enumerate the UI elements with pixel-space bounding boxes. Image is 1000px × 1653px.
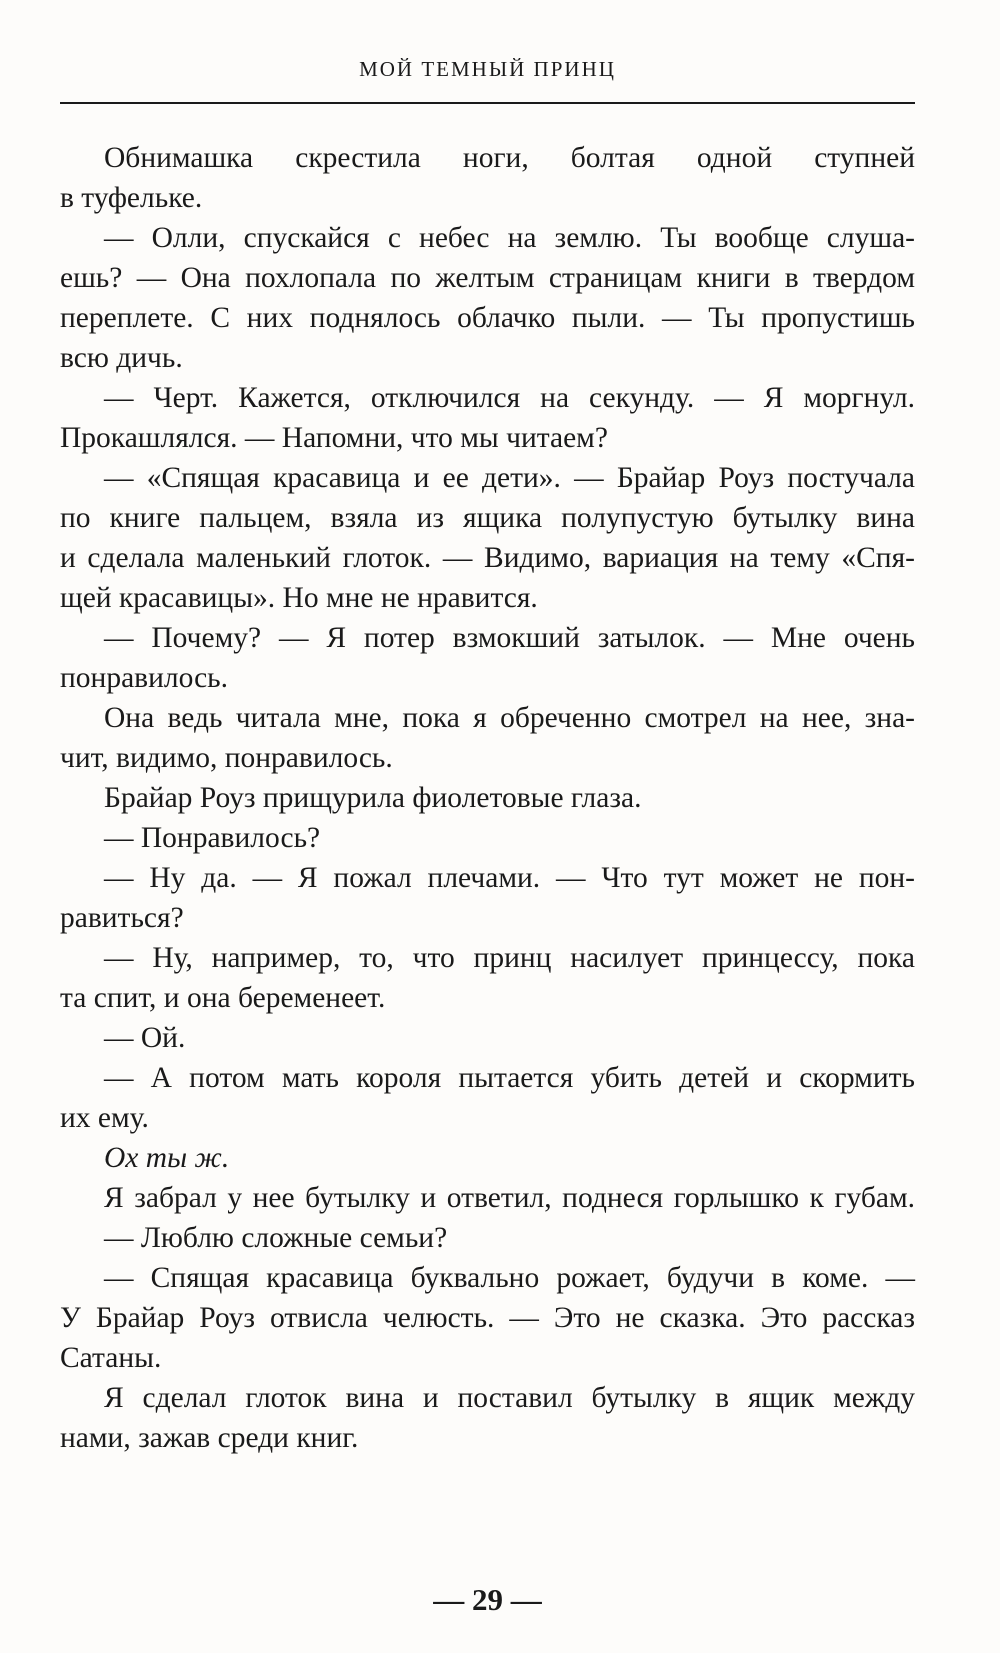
text-line: — Ну да. — Я пожал плечами. — Что тут может не пон- bbox=[104, 862, 915, 894]
text-line: Я забрал у нее бутылку и ответил, поднеся горлышко к губам. bbox=[104, 1182, 915, 1214]
text-line: Прокашлялся. — Напомни, что мы читаем? bbox=[60, 422, 608, 454]
text-line: Я сделал глоток вина и поставил бутылку в ящик между bbox=[104, 1382, 915, 1414]
text-line: — Ну, например, то, что принц насилует принцессу, пока bbox=[104, 942, 915, 974]
text-line: Обнимашка скрестила ноги, болтая одной ступней bbox=[104, 142, 915, 174]
header-rule bbox=[60, 102, 915, 104]
text-line: всю дичь. bbox=[60, 342, 183, 374]
text-line: та спит, и она беременеет. bbox=[60, 982, 386, 1014]
text-line: Сатаны. bbox=[60, 1342, 162, 1374]
text-line: чит, видимо, понравилось. bbox=[60, 742, 393, 774]
text-line: понравилось. bbox=[60, 662, 229, 694]
text-line: У Брайар Роуз отвисла челюсть. — Это не сказка. Это рассказ bbox=[60, 1302, 915, 1334]
text-line: их ему. bbox=[60, 1102, 149, 1134]
text-line: — «Спящая красавица и ее дети». — Брайар Роуз постучала bbox=[104, 462, 915, 494]
page-number: — 29 — bbox=[433, 1582, 542, 1617]
text-line: Она ведь читала мне, пока я обреченно смотрел на нее, зна- bbox=[104, 702, 915, 734]
text-line: ешь? — Она похлопала по желтым страницам книги в твердом bbox=[60, 262, 915, 294]
running-head: МОЙ ТЕМНЫЙ ПРИНЦ bbox=[359, 57, 616, 81]
text-line: щей красавицы». Но мне не нравится. bbox=[60, 582, 538, 614]
text-line: по книге пальцем, взяла из ящика полупустую бутылку вина bbox=[60, 502, 915, 534]
text-line: Ох ты ж. bbox=[104, 1142, 230, 1174]
text-line: и сделала маленький глоток. — Видимо, вариация на тему «Спя- bbox=[60, 542, 915, 574]
text-line: переплете. С них поднялось облачко пыли. — Ты пропустишь bbox=[60, 302, 915, 334]
text-line: — Олли, спускайся с небес на землю. Ты вообще слуша- bbox=[104, 222, 915, 254]
text-line: равиться? bbox=[60, 902, 184, 934]
text-line: — Ой. bbox=[104, 1022, 186, 1054]
text-line: — Черт. Кажется, отключился на секунду. — Я моргнул. bbox=[104, 382, 915, 414]
text-line: — Почему? — Я потер взмокший затылок. — Мне очень bbox=[104, 622, 915, 654]
text-line: — Спящая красавица буквально рожает, будучи в коме. — bbox=[104, 1262, 915, 1294]
text-line: нами, зажав среди книг. bbox=[60, 1422, 359, 1454]
text-line: Брайар Роуз прищурила фиолетовые глаза. bbox=[104, 782, 642, 814]
text-line: — Люблю сложные семьи? bbox=[104, 1222, 448, 1254]
text-line: в туфельке. bbox=[60, 182, 203, 214]
text-line: — А потом мать короля пытается убить детей и скормить bbox=[104, 1062, 915, 1094]
text-line: — Понравилось? bbox=[104, 822, 321, 854]
body-text bbox=[60, 138, 915, 1458]
